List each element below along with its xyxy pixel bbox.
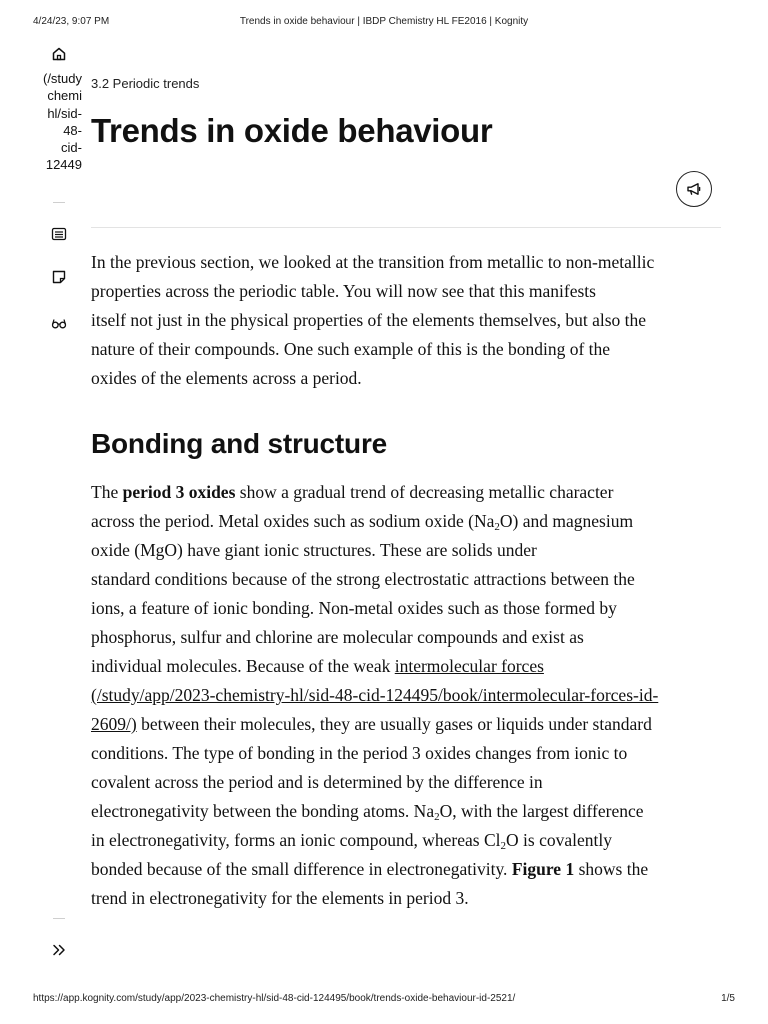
text-line: in electronegativity, forms an ionic compound, whereas $Cl_2O$ is covalently — [91, 830, 612, 852]
print-url: https://app.kognity.com/study/app/2023-chemistry-hl/sid-48-cid-124495/book/trends-oxide-behaviour-id-2521/ — [33, 993, 516, 1004]
note-icon[interactable] — [51, 269, 67, 285]
sidebar-divider — [53, 202, 65, 203]
print-header — [0, 16, 768, 30]
home-link-fragment: 12449 — [45, 157, 82, 173]
sidebar-divider — [53, 918, 65, 919]
text-line: covalent across the period and is determined by the difference in — [91, 772, 543, 792]
text-line: conditions. The type of bonding in the period 3 oxides changes from ionic to — [91, 743, 628, 763]
page-number: 1/5 — [721, 993, 735, 1004]
text-line: 2609/) between their molecules, they are usually gases or liquids under standard — [91, 714, 652, 734]
text-line — [91, 681, 658, 710]
text-line: The period 3 oxides show a gradual trend of decreasing metallic character — [91, 482, 614, 502]
title-divider — [91, 227, 721, 228]
text-line: properties across the periodic table. You will now see that this manifests — [91, 281, 596, 301]
announce-button[interactable] — [676, 171, 712, 207]
print-title: Trends in oxide behaviour | IBDP Chemistry HL FE2016 | Kognity — [239, 16, 529, 27]
home-icon[interactable] — [51, 46, 67, 62]
figure-reference: Figure 1 — [511, 859, 575, 879]
text-line: trend in electronegativity for the elements in period 3. — [91, 888, 469, 908]
home-link-fragment: chemi — [47, 88, 82, 104]
home-link-fragment: hl/sid- — [47, 105, 82, 121]
text-line: nature of their compounds. One such example of this is the bonding of the — [91, 339, 611, 359]
megaphone-icon — [686, 181, 702, 197]
home-link-fragment: (/study — [42, 71, 82, 86]
text-line: oxide (MgO) have giant ionic structures. These are solids under — [91, 540, 537, 560]
text-line: In the previous section, we looked at the transition from metallic to non-metallic — [91, 252, 655, 272]
text-line: individual molecules. Because of the weak intermolecular forces — [91, 656, 544, 676]
text-line: ions, a feature of ionic bonding. Non-metal oxides such as those formed by — [91, 598, 617, 618]
text-line: oxides of the elements across a period. — [91, 368, 362, 388]
text-line: standard conditions because of the strong electrostatic attractions between the — [91, 569, 635, 589]
intermolecular-forces-url[interactable]: 2609/) — [91, 714, 137, 734]
section-heading: Bonding and structure — [91, 428, 388, 459]
text-line: bonded because of the small difference in electronegativity. Figure 1 shows the — [91, 859, 649, 879]
intermolecular-forces-link[interactable]: intermolecular forces — [394, 656, 544, 676]
print-datetime: 4/24/23, 9:07 PM — [33, 16, 110, 27]
list-icon[interactable] — [51, 226, 67, 242]
home-link-fragment: cid- — [61, 140, 82, 156]
breadcrumb[interactable]: 3.2 Periodic trends — [91, 76, 200, 91]
text-line: phosphorus, sulfur and chlorine are molecular compounds and exist as — [91, 627, 584, 647]
intermolecular-forces-url[interactable]: (/study/app/2023-chemistry-hl/sid-48-cid-124495/book/intermolecular-forces-id- — [91, 685, 659, 705]
double-chevron-right-icon[interactable] — [51, 942, 67, 958]
bold-term: period 3 oxides — [122, 482, 236, 502]
home-link-fragment: 48- — [63, 122, 82, 138]
home-link-url[interactable] — [38, 70, 82, 178]
glasses-icon[interactable] — [51, 315, 67, 331]
text-line: itself not just in the physical properties of the elements themselves, but also the — [91, 310, 647, 330]
print-footer — [0, 993, 768, 1007]
text-line: electronegativity between the bonding atoms. $Na_2O$, with the largest difference — [91, 801, 644, 823]
text-line: across the period. Metal oxides such as sodium oxide $(Na_2O)$ and magnesium — [91, 511, 634, 533]
page-title: Trends in oxide behaviour — [91, 112, 493, 149]
